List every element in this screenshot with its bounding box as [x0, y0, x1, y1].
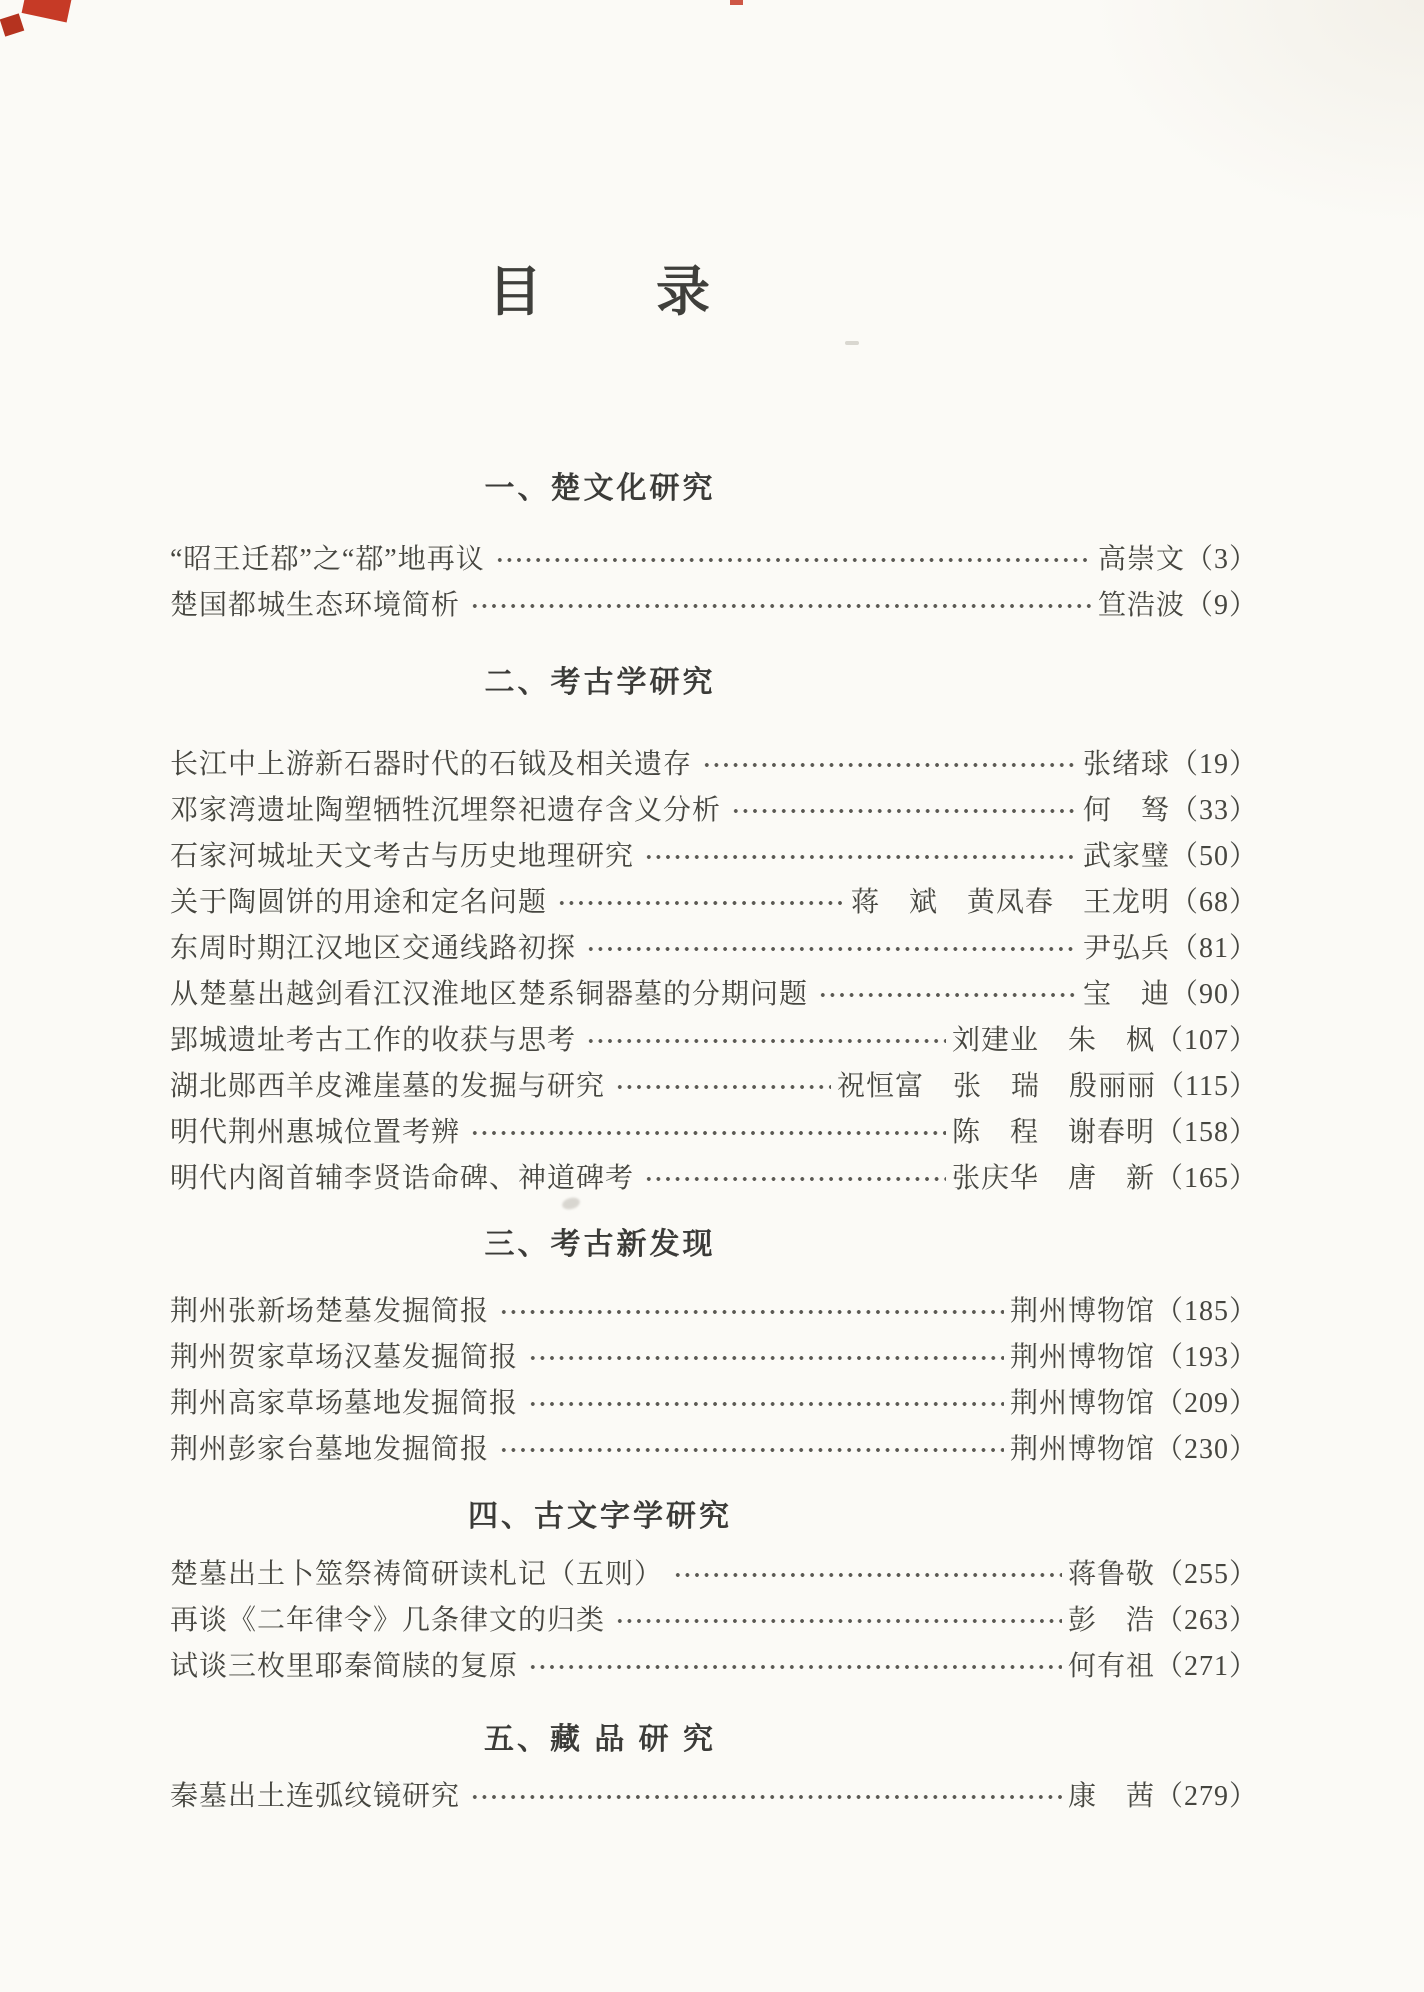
toc-entry — [170, 834, 1258, 880]
entry-author-page: 康 茜（279） — [1067, 1781, 1258, 1812]
toc-content — [170, 0, 1258, 1820]
entry-title: 荆州贺家草场汉墓发掘简报 — [170, 1342, 519, 1373]
toc-entry — [170, 1289, 1258, 1335]
entry-title: 邓家湾遗址陶塑牺牲沉埋祭祀遗存含义分析 — [170, 795, 722, 826]
entry-author-page: 祝恒富 张 瑞 殷丽丽（115） — [837, 1071, 1258, 1102]
dot-leader — [528, 1381, 1004, 1427]
dot-leader — [615, 1598, 1062, 1644]
entry-author-page: 荆州博物馆（185） — [1009, 1296, 1258, 1327]
red-corner-mark-icon — [0, 13, 24, 36]
entry-title: 楚国都城生态环境简析 — [170, 590, 461, 621]
toc-entry — [170, 1644, 1258, 1690]
toc-entry — [170, 1774, 1258, 1820]
entry-author-page: 蒋 斌 黄凤春 王龙明（68） — [850, 887, 1258, 918]
entry-title: 试谈三枚里耶秦简牍的复原 — [170, 1651, 519, 1682]
dot-leader — [470, 583, 1092, 629]
dot-leader — [644, 1156, 946, 1202]
dot-leader — [586, 926, 1077, 972]
entry-title: 秦墓出土连弧纹镜研究 — [170, 1781, 461, 1812]
entry-list — [170, 1774, 1258, 1820]
entry-author-page: 陈 程 谢春明（158） — [951, 1117, 1258, 1148]
dot-leader — [818, 972, 1077, 1018]
entry-title: 从楚墓出越剑看江汉淮地区楚系铜器墓的分期问题 — [170, 979, 809, 1010]
entry-title: 郢城遗址考古工作的收获与思考 — [170, 1025, 577, 1056]
entry-title: 再谈《二年律令》几条律文的归类 — [170, 1605, 606, 1636]
dot-leader — [470, 1774, 1062, 1820]
entry-author-page: 荆州博物馆（230） — [1009, 1434, 1258, 1465]
entry-title: 荆州高家草场墓地发掘简报 — [170, 1388, 519, 1419]
toc-section-chu-culture — [170, 469, 1258, 629]
dot-leader — [528, 1644, 1062, 1690]
toc-entry — [170, 972, 1258, 1018]
entry-author-page: 蒋鲁敬（255） — [1067, 1559, 1258, 1590]
toc-entry — [170, 880, 1258, 926]
entry-title: 石家河城址天文考古与历史地理研究 — [170, 841, 635, 872]
toc-entry — [170, 1110, 1258, 1156]
entry-title: 楚墓出土卜筮祭祷简研读札记（五则） — [170, 1559, 664, 1590]
dot-leader — [470, 1110, 946, 1156]
entry-title: 明代内阁首辅李贤诰命碑、神道碑考 — [170, 1163, 635, 1194]
dot-leader — [731, 788, 1077, 834]
dot-leader — [528, 1335, 1004, 1381]
dot-leader — [499, 1289, 1004, 1335]
entry-title: 明代荆州惠城位置考辨 — [170, 1117, 461, 1148]
entry-author-page: 何 驽（33） — [1082, 795, 1258, 826]
toc-section-archaeology-research — [170, 663, 1258, 1202]
entry-title: 荆州张新场楚墓发掘简报 — [170, 1296, 490, 1327]
section-heading: 三、考古新发现 — [484, 1228, 716, 1261]
toc-entry — [170, 926, 1258, 972]
entry-author-page: 彭 浩（263） — [1067, 1605, 1258, 1636]
entry-author-page: 荆州博物馆（193） — [1009, 1342, 1258, 1373]
toc-entry — [170, 1427, 1258, 1473]
entry-title: 长江中上游新石器时代的石钺及相关遗存 — [170, 749, 693, 780]
toc-entry — [170, 1381, 1258, 1427]
toc-entry — [170, 1064, 1258, 1110]
entry-author-page: 宝 迪（90） — [1082, 979, 1258, 1010]
section-heading: 五、藏 品 研 究 — [483, 1723, 716, 1756]
entry-title: 东周时期江汉地区交通线路初探 — [170, 933, 577, 964]
page-title: 目 录 — [488, 262, 712, 322]
toc-entry — [170, 788, 1258, 834]
entry-author-page: 张绪球（19） — [1082, 749, 1258, 780]
toc-entry — [170, 742, 1258, 788]
toc-entry — [170, 583, 1258, 629]
toc-entry — [170, 1018, 1258, 1064]
toc-section-new-discoveries — [170, 1225, 1258, 1473]
dot-leader — [673, 1552, 1062, 1598]
toc-entry — [170, 1598, 1258, 1644]
entry-author-page: 武家璧（50） — [1082, 841, 1258, 872]
entry-author-page: 尹弘兵（81） — [1082, 933, 1258, 964]
entry-list — [170, 1289, 1258, 1473]
dot-leader — [557, 880, 845, 926]
entry-author-page: 高崇文（3） — [1097, 544, 1258, 575]
red-corner-mark-icon — [22, 0, 73, 22]
toc-entry — [170, 1156, 1258, 1202]
entry-author-page: 笪浩波（9） — [1097, 590, 1258, 621]
entry-list — [170, 742, 1258, 1202]
dot-leader — [586, 1018, 946, 1064]
dot-leader — [644, 834, 1077, 880]
entry-title: 关于陶圆饼的用途和定名问题 — [170, 887, 548, 918]
dot-leader — [495, 537, 1092, 583]
section-heading: 二、考古学研究 — [484, 666, 716, 699]
entry-author-page: 荆州博物馆（209） — [1009, 1388, 1258, 1419]
entry-list — [170, 537, 1258, 629]
entry-list — [170, 1552, 1258, 1690]
entry-title: “昭王迁鄀”之“鄀”地再议 — [170, 544, 485, 575]
entry-title: 荆州彭家台墓地发掘简报 — [170, 1434, 490, 1465]
entry-author-page: 张庆华 唐 新（165） — [951, 1163, 1258, 1194]
dot-leader — [615, 1064, 831, 1110]
toc-entry — [170, 1335, 1258, 1381]
dot-leader — [702, 742, 1077, 788]
toc-entry — [170, 1552, 1258, 1598]
dot-leader — [499, 1427, 1004, 1473]
toc-section-collection-research — [170, 1720, 1258, 1820]
section-heading: 一、楚文化研究 — [484, 472, 716, 505]
toc-entry — [170, 537, 1258, 583]
entry-author-page: 刘建业 朱 枫（107） — [951, 1025, 1258, 1056]
entry-title: 湖北郧西羊皮滩崖墓的发掘与研究 — [170, 1071, 606, 1102]
toc-section-paleography — [170, 1497, 1258, 1690]
section-heading: 四、古文字学研究 — [468, 1500, 732, 1533]
entry-author-page: 何有祖（271） — [1067, 1651, 1258, 1682]
